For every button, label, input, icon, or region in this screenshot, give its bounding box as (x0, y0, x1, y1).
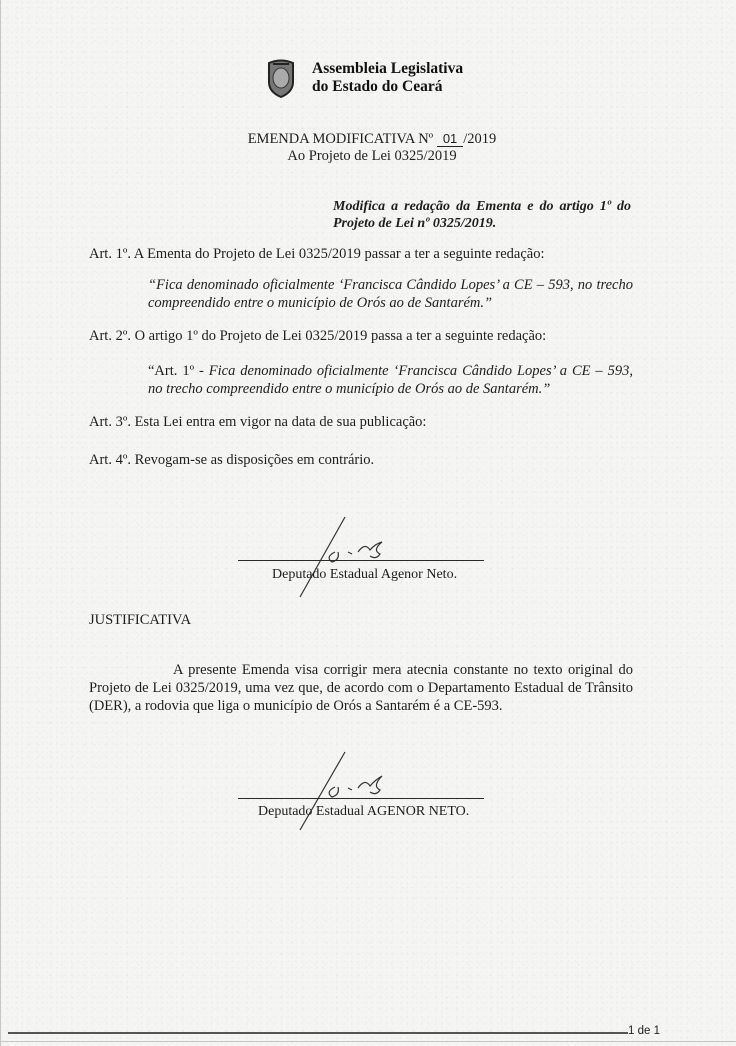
amendment-subtitle: Ao Projeto de Lei 0325/2019 (287, 148, 457, 164)
organization-name (312, 60, 463, 96)
signatory-name-2: Deputado Estadual AGENOR NETO. (258, 804, 470, 819)
article-1: Art. 1º. A Ementa do Projeto de Lei 0325/2019 passar a ter a seguinte redação: (89, 246, 545, 262)
coat-of-arms-icon (266, 58, 296, 98)
article-2-quote (148, 362, 633, 398)
article-1-quote: “Fica denominado oficialmente ‘Francisca Cândido Lopes’ a CE – 593, no trecho compreendido entre o município de Orós ao de Santarém.” (148, 277, 633, 311)
page-number: 1 de 1 (628, 1025, 660, 1037)
letterhead (266, 58, 463, 98)
ementa-text: Modifica a redação da Ementa e do artigo 1º do Projeto de Lei nº 0325/2019. (333, 199, 631, 231)
page-left-edge (0, 0, 1, 1046)
article-2: Art. 2º. O artigo 1º do Projeto de Lei 0325/2019 passa a ter a seguinte redação: (89, 328, 547, 344)
title-prefix: EMENDA MODIFICATIVA Nº (247, 131, 434, 147)
article-3: Art. 3º. Esta Lei entra em vigor na data de sua publicação: (89, 414, 427, 430)
title-suffix: /2019 (463, 131, 497, 147)
signature-1-icon (290, 512, 410, 602)
org-line-1: Assembleia Legislativa (312, 60, 464, 77)
justification-title: JUSTIFICATIVA (89, 612, 192, 628)
footer-rule (8, 1032, 628, 1034)
signature-line-1 (238, 560, 484, 561)
signature-line-2 (238, 798, 484, 799)
justification-body: A presente Emenda visa corrigir mera atecnia constante no texto original do Projeto de Lei 0325/2019, uma vez que, de acordo com o Departamento Estadual de Trânsito (DER), a rodovia que liga o município de Orós a Santarém é a CE-593. (89, 662, 633, 714)
org-line-2: do Estado do Ceará (312, 78, 443, 95)
page-bottom-edge (0, 1041, 736, 1042)
article-4: Art. 4º. Revogam-se as disposições em contrário. (89, 452, 375, 468)
amendment-title (4, 131, 736, 148)
amendment-number: 01 (437, 131, 463, 147)
quote-prefix: “Art. 1º - (148, 363, 209, 379)
quote-body: Fica denominado oficialmente ‘Francisca Cândido Lopes’ a CE – 593, no trecho compreendido entre o município de Orós ao de Santarém.” (148, 363, 633, 397)
signatory-name-1: Deputado Estadual Agenor Neto. (272, 567, 458, 582)
